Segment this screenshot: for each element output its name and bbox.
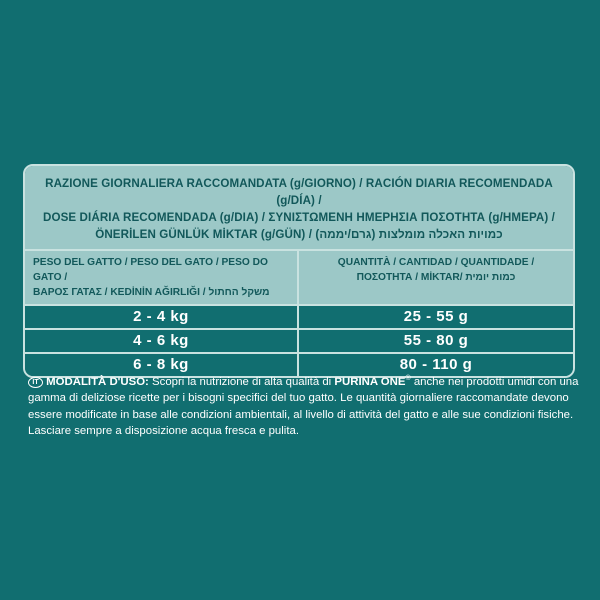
quantity-header-line-2: ΠΟΣΟΤΗΤΑ / MİKTAR/ כמות יומית (356, 272, 516, 283)
weight-header-line-2: ΒΑΡΟΣ ΓΑΤΑΣ / KEDİNİN AĞIRLIĞI / משקל החתול (33, 287, 270, 298)
usage-text-1: Scopri la nutrizione di alta qualità di (148, 375, 335, 388)
quantity-cell: 25 - 55 g (403, 308, 469, 325)
usage-title: MODALITÀ D'USO: (46, 375, 149, 388)
feeding-table (23, 164, 575, 378)
table-row (25, 304, 573, 328)
brand-name: PURINA ONE (334, 375, 406, 388)
language-badge: IT (28, 377, 43, 388)
header-line-1: RAZIONE GIORNALIERA RACCOMANDATA (g/GIORNO) / RACIÓN DIARIA RECOMENDADA (g/DÍA) / (45, 177, 553, 207)
usage-text-2: anche nei prodotti umidi con una gamma di deliziose ricette per i bisogni specifici del tuo gatto. Le quantità giornaliere raccomandate devono essere modificate in base alle condizioni ambientali, al livello di attività del gatto e alle sue condizioni fisiche. Lasciare sempre a disposizione acqua fresca e pulita. (28, 375, 579, 438)
weight-header-line-1: PESO DEL GATTO / PESO DEL GATO / PESO DO GATO / (33, 257, 268, 283)
table-header (25, 166, 573, 249)
table-row (25, 328, 573, 352)
usage-instructions (28, 371, 584, 440)
weight-cell: 4 - 6 kg (25, 330, 299, 352)
quantity-cell: 80 - 110 g (399, 356, 473, 373)
quantity-cell: 55 - 80 g (403, 332, 469, 349)
header-line-2: DOSE DIÁRIA RECOMENDADA (g/DIA) / ΣΥΝΙΣΤΩΜΕΝΗ ΗΜΕΡΗΣΙΑ ΠΟΣΟΤΗΤΑ (g/ΗΜΕΡΑ) / (42, 211, 555, 224)
weight-cell: 6 - 8 kg (25, 354, 299, 376)
quantity-header-line-1: QUANTITÀ / CANTIDAD / QUANTIDADE / (337, 257, 535, 268)
weight-cell: 2 - 4 kg (25, 306, 299, 328)
registered-mark: ® (405, 375, 411, 382)
header-line-3: ÖNERİLEN GÜNLÜK MİKTAR (g/GÜN) / כמויות האכלה מומלצות (גרם/יממה) (95, 228, 503, 241)
column-headers (25, 249, 573, 304)
quantity-column-header (299, 251, 573, 304)
weight-column-header (25, 251, 299, 304)
